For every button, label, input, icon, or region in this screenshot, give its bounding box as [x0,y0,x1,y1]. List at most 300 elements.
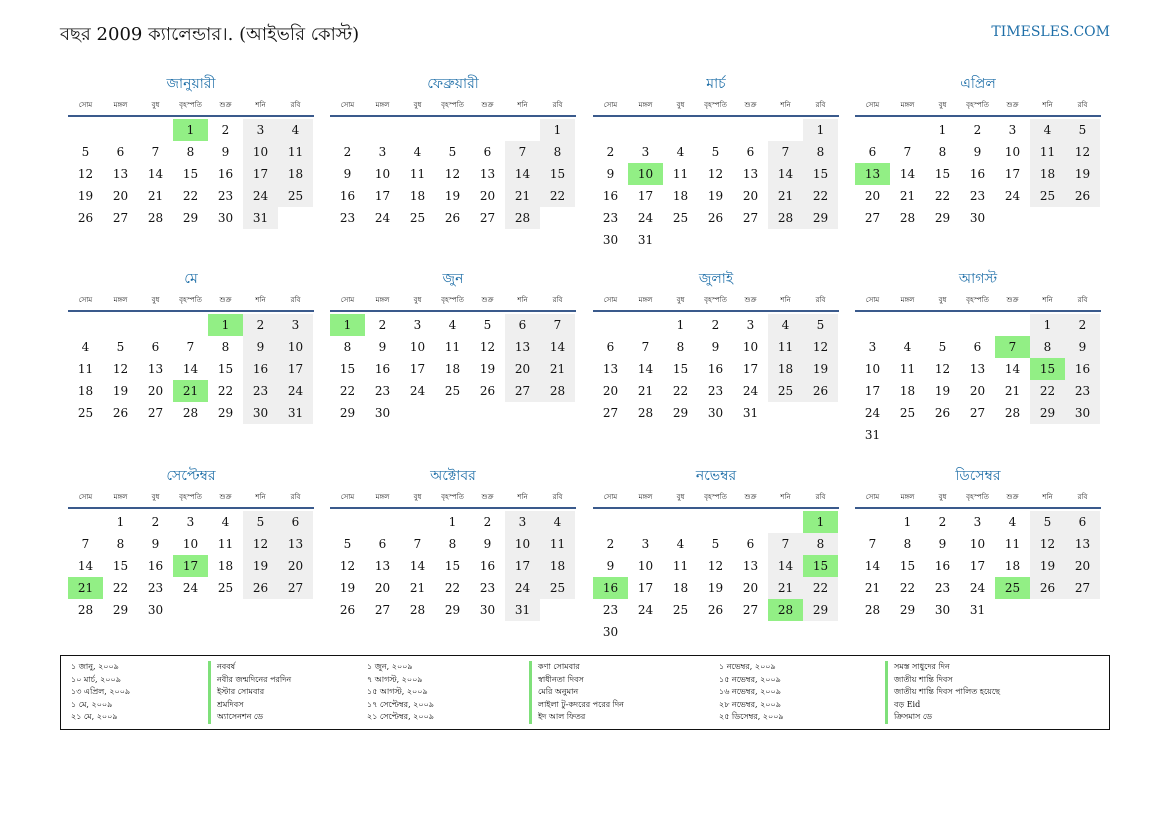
day-cell: 4 [676,537,685,551]
day-grid [68,117,314,247]
day-cell: 8 [676,340,685,354]
day-cell: 8 [1030,336,1065,358]
day-cell: 12 [707,167,724,181]
weekday-label: বুধ [938,296,947,304]
weekday-label: শনি [780,296,791,304]
day-cell: 12 [803,336,838,358]
day-cell: 20 [864,189,881,203]
day-cell: 28 [1004,406,1021,420]
day-cell: 3 [1008,123,1017,137]
weekday-label: শনি [517,493,528,501]
day-cell: 20 [969,384,986,398]
day-cell: 17 [243,163,278,185]
day-cell: 4 [903,340,912,354]
day-cell: 20 [147,384,164,398]
day-cell: 4 [81,340,90,354]
day-cell: 21 [768,577,803,599]
holiday-name: বড় Eid [885,699,1000,712]
weekday-label: শুক্র [744,101,757,109]
weekday-label: শুক্র [219,101,232,109]
day-cell: 24 [637,211,654,225]
day-cell: 19 [444,189,461,203]
day-cell: 1 [938,123,947,137]
day-cell: 27 [278,577,313,599]
day-cell: 18 [1004,559,1021,573]
weekday-label: শুক্র [219,493,232,501]
day-grid [68,312,314,442]
day-cell: 14 [1004,362,1021,376]
weekday-label: বৃহস্পতি [441,101,464,109]
month-name: আগস্ট [958,271,998,287]
holiday-date: ২৫ ডিসেম্বর, ২০০৯ [719,712,784,722]
day-cell: 15 [934,167,951,181]
day-cell: 24 [409,384,426,398]
weekday-header [855,290,1101,312]
day-cell: 7 [903,145,912,159]
day-cell: 12 [479,340,496,354]
day-cell: 4 [448,318,457,332]
day-cell: 30 [147,603,164,617]
month-name: ফেব্রুয়ারী [427,76,479,92]
weekday-label: শনি [780,493,791,501]
day-grid [330,117,576,247]
day-cell: 19 [707,581,724,595]
holiday-names-column [529,661,624,724]
day-cell: 2 [221,123,230,137]
weekday-label: বৃহস্পতি [704,493,727,501]
day-cell: 23 [243,380,278,402]
day-cell: 26 [803,380,838,402]
month-name: ডিসেম্বর [955,468,1001,484]
day-cell: 25 [409,211,426,225]
day-cell: 4 [1030,119,1065,141]
day-cell: 5 [483,318,492,332]
holiday-name: অ্যাসেনশন ডে [208,711,291,724]
day-cell: 7 [186,340,195,354]
day-cell: 24 [637,603,654,617]
weekday-label: বুধ [676,493,685,501]
day-cell: 23 [602,603,619,617]
day-cell: 24 [1004,189,1021,203]
weekday-label: রবি [815,493,826,501]
weekday-label: রবি [290,296,301,304]
day-cell: 22 [182,189,199,203]
day-cell: 27 [147,406,164,420]
holiday-name: ইস্টার সোমবার [208,686,291,699]
day-cell: 20 [479,189,496,203]
holiday-day-cell: 1 [208,314,243,336]
day-cell: 8 [938,145,947,159]
day-cell: 1 [903,515,912,529]
weekday-header [68,487,314,509]
day-cell: 6 [151,340,160,354]
day-cell: 21 [637,384,654,398]
day-cell: 26 [1065,185,1100,207]
day-cell: 9 [483,537,492,551]
holiday-date: ২৮ নভেম্বর, ২০০৯ [719,699,781,709]
day-cell: 31 [969,603,986,617]
day-cell: 23 [1065,380,1100,402]
day-cell: 12 [707,559,724,573]
day-cell: 21 [899,189,916,203]
weekday-header [855,487,1101,509]
day-cell: 28 [768,207,803,229]
weekday-label: শুক্র [744,296,757,304]
day-cell: 2 [711,318,720,332]
day-cell: 15 [899,559,916,573]
weekday-label: শনি [517,296,528,304]
day-cell: 20 [505,358,540,380]
day-cell: 5 [343,537,352,551]
day-cell: 5 [116,340,125,354]
day-cell: 22 [803,185,838,207]
day-cell: 17 [637,581,654,595]
day-cell: 10 [637,559,654,573]
weekday-header [330,95,576,117]
day-cell: 19 [339,581,356,595]
day-cell: 7 [505,141,540,163]
day-cell: 18 [899,384,916,398]
day-cell: 30 [374,406,391,420]
holiday-date: ১ জুন, ২০০৯ [367,662,413,671]
day-cell: 13 [147,362,164,376]
day-cell: 15 [444,559,461,573]
day-cell: 6 [116,145,125,159]
day-cell: 14 [540,336,575,358]
day-cell: 18 [768,358,803,380]
holiday-dates-column [367,661,434,724]
day-cell: 19 [77,189,94,203]
day-cell: 29 [182,211,199,225]
weekday-label: বৃহস্পতি [441,296,464,304]
day-cell: 26 [934,406,951,420]
weekday-label: সোম [865,101,880,109]
month-name: অক্টোবর [430,468,476,484]
day-cell: 11 [672,167,689,181]
day-cell: 21 [540,358,575,380]
day-grid [330,312,576,442]
day-cell: 26 [112,406,129,420]
day-cell: 12 [444,167,461,181]
day-cell: 14 [768,163,803,185]
day-cell: 26 [479,384,496,398]
day-cell: 10 [505,533,540,555]
day-cell: 4 [278,119,313,141]
day-cell: 16 [243,358,278,380]
day-cell: 9 [711,340,720,354]
weekday-label: বুধ [151,296,160,304]
month-name: জুন [442,271,464,287]
day-cell: 7 [540,314,575,336]
day-cell: 7 [151,145,160,159]
day-cell: 16 [934,559,951,573]
day-cell: 3 [186,515,195,529]
day-cell: 17 [409,362,426,376]
holiday-date: ২১ মে, ২০০৯ [71,712,118,722]
weekday-label: মঙ্গল [375,296,390,304]
day-cell: 23 [339,211,356,225]
day-cell: 21 [505,185,540,207]
day-cell: 10 [969,537,986,551]
day-cell: 4 [768,314,803,336]
day-cell: 10 [278,336,313,358]
day-cell: 27 [742,603,759,617]
holiday-day-cell: 7 [995,336,1030,358]
holiday-dates-column [719,661,784,724]
day-cell: 7 [641,340,650,354]
holiday-date: ১৭ সেপ্টেম্বর, ২০০৯ [367,699,434,709]
weekday-label: শুক্র [481,296,494,304]
day-cell: 19 [479,362,496,376]
day-cell: 7 [413,537,422,551]
weekday-header [68,290,314,312]
day-cell: 28 [637,406,654,420]
day-cell: 12 [934,362,951,376]
holiday-date: ১৬ নভেম্বর, ২০০৯ [719,687,781,697]
day-cell: 19 [934,384,951,398]
day-cell: 6 [505,314,540,336]
day-cell: 28 [409,603,426,617]
day-cell: 29 [672,406,689,420]
day-cell: 18 [77,384,94,398]
day-cell: 28 [77,603,94,617]
day-cell: 25 [278,185,313,207]
day-cell: 6 [278,511,313,533]
weekday-label: শুক্র [1006,101,1019,109]
day-cell: 25 [444,384,461,398]
weekday-label: রবি [1077,493,1088,501]
day-cell: 2 [973,123,982,137]
day-cell: 28 [182,406,199,420]
day-cell: 8 [186,145,195,159]
day-cell: 8 [540,141,575,163]
weekday-label: রবি [815,101,826,109]
day-cell: 30 [934,603,951,617]
day-cell: 11 [768,336,803,358]
day-cell: 15 [672,362,689,376]
holiday-date: ১৩ এপ্রিল, ২০০৯ [71,687,131,697]
day-cell: 20 [1065,555,1100,577]
holiday-day-cell: 1 [173,119,208,141]
weekday-label: বুধ [151,493,160,501]
holiday-day-cell: 13 [855,163,890,185]
day-cell: 24 [969,581,986,595]
day-cell: 5 [803,314,838,336]
site-link[interactable]: TIMESLES.COM [991,24,1110,40]
day-cell: 1 [1030,314,1065,336]
day-cell: 25 [672,211,689,225]
day-cell: 2 [606,145,615,159]
holiday-date: ১০ মার্চ, ২০০৯ [71,674,121,684]
day-cell: 31 [243,207,278,229]
weekday-label: শুক্র [1006,296,1019,304]
day-cell: 11 [278,141,313,163]
day-cell: 13 [1065,533,1100,555]
day-cell: 29 [112,603,129,617]
month-name: মে [184,271,198,287]
day-cell: 5 [448,145,457,159]
day-cell: 22 [934,189,951,203]
weekday-label: রবি [552,493,563,501]
day-cell: 10 [864,362,881,376]
weekday-label: শনি [255,493,266,501]
day-cell: 29 [934,211,951,225]
holiday-name: নববর্ষ [208,661,291,674]
weekday-label: শনি [517,101,528,109]
day-cell: 22 [899,581,916,595]
day-cell: 11 [899,362,916,376]
day-cell: 14 [182,362,199,376]
day-cell: 8 [803,141,838,163]
holiday-name: লাইলা টু-কদরের পরের দিন [529,699,624,712]
day-cell: 11 [444,340,461,354]
weekday-label: শনি [255,101,266,109]
holiday-dates-column [71,661,130,724]
weekday-label: বুধ [151,101,160,109]
holiday-day-cell: 28 [768,599,803,621]
day-cell: 9 [606,167,615,181]
day-cell: 27 [969,406,986,420]
holiday-day-cell: 25 [995,577,1030,599]
day-cell: 25 [77,406,94,420]
weekday-label: শুক্র [481,493,494,501]
day-cell: 13 [505,336,540,358]
day-cell: 23 [147,581,164,595]
day-cell: 10 [409,340,426,354]
weekday-label: সোম [603,493,618,501]
day-cell: 23 [217,189,234,203]
holiday-day-cell: 15 [1030,358,1065,380]
day-cell: 14 [505,163,540,185]
day-cell: 13 [374,559,391,573]
month-block [593,465,839,639]
day-cell: 26 [77,211,94,225]
day-cell: 24 [374,211,391,225]
day-cell: 26 [707,211,724,225]
day-cell: 22 [339,384,356,398]
day-cell: 3 [973,515,982,529]
holiday-name: জাতীয় শান্তি দিবস পালিত হয়েছে [885,686,1000,699]
holiday-date: ১ নভেম্বর, ২০০৯ [719,662,776,671]
weekday-label: মঙ্গল [375,493,390,501]
weekday-label: শনি [1042,101,1053,109]
weekday-label: মঙ্গল [113,493,128,501]
month-block [330,73,576,247]
day-cell: 14 [637,362,654,376]
day-cell: 20 [742,581,759,595]
day-cell: 4 [676,145,685,159]
day-cell: 21 [147,189,164,203]
month-name: নভেম্বর [695,468,737,484]
weekday-label: রবি [1077,296,1088,304]
day-cell: 9 [973,145,982,159]
weekday-label: সোম [340,101,355,109]
day-cell: 13 [742,167,759,181]
day-cell: 14 [409,559,426,573]
holiday-names-column [208,661,291,724]
day-cell: 28 [147,211,164,225]
day-cell: 29 [339,406,356,420]
month-block [68,268,314,442]
day-cell: 27 [602,406,619,420]
day-cell: 13 [112,167,129,181]
day-cell: 18 [278,163,313,185]
day-cell: 9 [243,336,278,358]
day-cell: 30 [1065,402,1100,424]
day-cell: 9 [221,145,230,159]
day-cell: 17 [505,555,540,577]
day-cell: 19 [243,555,278,577]
day-cell: 16 [147,559,164,573]
day-cell: 20 [278,555,313,577]
weekday-label: সোম [865,296,880,304]
day-cell: 22 [803,577,838,599]
day-cell: 10 [243,141,278,163]
weekday-label: সোম [603,296,618,304]
weekday-label: রবি [552,296,563,304]
weekday-label: মঙ্গল [900,493,915,501]
weekday-label: শুক্র [219,296,232,304]
day-cell: 16 [707,362,724,376]
day-cell: 2 [483,515,492,529]
day-cell: 24 [742,384,759,398]
holiday-date: ২১ সেপ্টেম্বর, ২০০৯ [367,712,434,722]
day-cell: 3 [868,340,877,354]
day-cell: 16 [602,189,619,203]
day-cell: 8 [116,537,125,551]
month-block [855,73,1101,247]
month-block [855,268,1101,442]
day-cell: 5 [243,511,278,533]
day-cell: 28 [505,207,540,229]
day-cell: 8 [448,537,457,551]
day-cell: 18 [540,555,575,577]
weekday-label: শুক্র [744,493,757,501]
day-grid [593,117,839,247]
day-cell: 4 [1008,515,1017,529]
day-cell: 2 [378,318,387,332]
day-cell: 31 [864,428,881,442]
weekday-label: বুধ [676,101,685,109]
day-cell: 1 [540,119,575,141]
day-cell: 14 [147,167,164,181]
day-grid [855,312,1101,442]
day-cell: 27 [374,603,391,617]
day-cell: 18 [672,189,689,203]
weekday-label: সোম [340,493,355,501]
weekday-label: মঙ্গল [900,296,915,304]
day-cell: 1 [676,318,685,332]
day-cell: 6 [483,145,492,159]
day-cell: 21 [409,581,426,595]
day-cell: 25 [672,603,689,617]
day-cell: 28 [899,211,916,225]
day-cell: 11 [217,537,234,551]
weekday-header [855,95,1101,117]
weekday-label: বৃহস্পতি [966,296,989,304]
day-cell: 13 [742,559,759,573]
day-cell: 1 [116,515,125,529]
weekday-label: শুক্র [1006,493,1019,501]
day-cell: 3 [641,537,650,551]
weekday-label: বৃহস্পতি [179,296,202,304]
day-cell: 22 [1030,380,1065,402]
holiday-date: ১৫ আগস্ট, ২০০৯ [367,687,428,697]
weekday-label: রবি [290,101,301,109]
day-cell: 19 [1065,163,1100,185]
weekday-label: সোম [78,493,93,501]
day-cell: 28 [540,380,575,402]
